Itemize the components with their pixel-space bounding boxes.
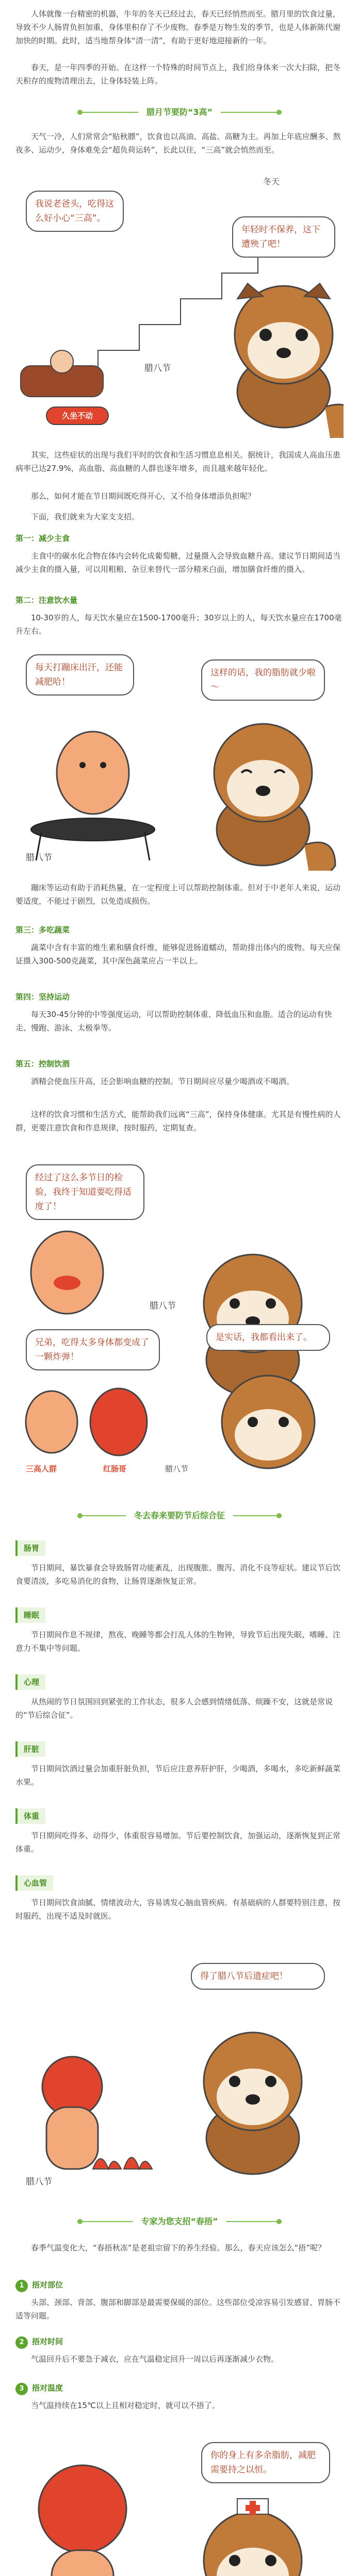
comic-illustration	[15, 644, 344, 871]
intro-paragraph: 春天，是一年四季的开始。在这样一个特殊的时间节点上，我们给身体来一次大扫除，把冬天积存的废物清理出去，让身体轻装上阵。	[15, 63, 341, 86]
speech-bubble: 每天打蹦床出汗，还能减肥哈！	[26, 654, 134, 696]
character-name-tag: 腊八节	[26, 853, 52, 863]
character-name-tag: 腊八节	[150, 1301, 176, 1311]
tip-text: 10-30岁的人，每天饮水量应在1500-1700毫升；30岁以上的人，每天饮水量应在1700毫升左右。	[15, 613, 342, 636]
tip-text: 蔬菜中含有丰富的维生素和膳食纤维，能够促进肠道蠕动，帮助排出体内的废物。每天应保证摄入300-500克蔬菜，其中深色蔬菜应占一半以上。	[15, 943, 341, 965]
body-paragraph: 从热闹的节日氛围回到紧张的工作状态，很多人会感到情绪低落、烦躁不安，这就是常说的“节后综合征”。	[15, 1697, 333, 1720]
speech-bubble: 你的身上有多余脂肪，减肥需要持之以恒。	[201, 2442, 330, 2483]
tip-title: 第四：坚持运动	[15, 992, 70, 1002]
tip-title: 第五：控制饮酒	[15, 1059, 70, 1069]
section-banner	[77, 101, 282, 124]
body-paragraph: 蹦床等运动有助于消耗热量，在一定程度上可以帮助控制体重。但对于中老年人来说，运动要适度，不能过于剧烈，以免造成损伤。	[15, 883, 341, 906]
body-paragraph: 其实，这些症状的出现与我们平时的饮食和生活习惯息息相关。据统计，我国成人高血压患病率已达27.9%，高血脂、高血糖的人群也逐年增多，而且越来越年轻化。	[15, 450, 341, 473]
step-label: 冬天	[263, 177, 280, 187]
tip-text: 酒精会使血压升高，还会影响血糖的控制。节日期间应尽量少喝酒或不喝酒。	[31, 1077, 295, 1086]
body-paragraph: 节日期间饮酒过量会加重肝脏负担，节后应注意养肝护肝，少喝酒，多喝水，多吃新鲜蔬菜水果。	[15, 1764, 341, 1787]
speech-bubble: 我说老爸头，吃得这么好小心“三高”。	[26, 191, 124, 232]
section-title: 专家为您支招“春捂”	[133, 2213, 226, 2230]
item-text: 当气温持续在15℃以上且相对稳定时，就可以不捂了。	[31, 2401, 220, 2410]
item-title: 3 捂对温度	[15, 2380, 63, 2396]
character-name-tag: 腊八节	[26, 2177, 52, 2187]
speech-bubble: 年轻时不保养，这下遭殃了吧！	[232, 216, 335, 258]
body-paragraph: 节日期间作息不规律，熬夜、晚睡等都会打乱人体的生物钟，导致节后出现失眠、嗜睡、注意力不集中等问题。	[15, 1630, 341, 1653]
topic-tag: 心血管	[15, 1875, 53, 1891]
body-paragraph: 春季气温变化大，“春捂秋冻”是老祖宗留下的养生经验。那么，春天应该怎么“捂”呢？	[31, 2243, 326, 2252]
character-label: 红肠哥	[103, 1464, 127, 1473]
topic-tag: 肠胃	[15, 1540, 45, 1556]
character-name-tag: 腊八节	[144, 363, 171, 374]
topic-tag: 心理	[15, 1674, 45, 1690]
body-paragraph: 节日期间饮食油腻、情绪波动大，容易诱发心脑血管疾病。有基础病的人群要特别注意，按时服药，出现不适及时就医。	[15, 1898, 341, 1921]
topic-tag: 睡眠	[15, 1607, 45, 1623]
character-label: 腊八节	[165, 1464, 189, 1473]
section-banner	[77, 2210, 282, 2233]
body-paragraph: 那么，如何才能在节日期间既吃得开心，又不给身体增添负担呢？	[31, 492, 256, 501]
body-paragraph: 这样的饮食习惯和生活方式，能帮助我们远离“三高”，保持身体健康。尤其是有慢性病的人群，更要注意饮食和作息规律，按时服药，定期复查。	[15, 1110, 341, 1132]
tip-title: 第二：注意饮水量	[15, 596, 78, 605]
sign-label: 久坐不动	[61, 411, 93, 420]
body-paragraph: 天气一冷，人们常常会“贴秋膘”，饮食也以高油、高盐、高糖为主。再加上年底应酬多、熬夜多、运动少，身体难免会“超负荷运转”，长此以往，“三高”就会悄然而至。	[15, 132, 341, 155]
item-title: 2 捂对时间	[15, 2334, 63, 2349]
tip-title: 第三：多吃蔬菜	[15, 925, 70, 935]
tip-text: 每天30-45分钟的中等强度运动，可以帮助控制体重、降低血压和血脂。适合的运动有快走、慢跑、游泳、太极拳等。	[15, 1010, 332, 1032]
item-text: 头部、颈部、背部、腹部和脚部是最需要保暖的部位。这些部位受凉容易引发感冒、胃肠不适等问题。	[15, 2298, 341, 2320]
speech-bubble: 这样的话，我的脂肪就少啦～	[201, 659, 325, 701]
section-title: 冬去春来要防节后综合征	[126, 1507, 233, 1524]
tip-text: 主食中的碳水化合物在体内会转化成葡萄糖，过量摄入会导致血糖升高。建议节日期间适当减少主食的摄入量，可以用粗粮、杂豆来替代一部分精米白面，增加膳食纤维的摄入。	[15, 551, 341, 574]
comic-illustration	[15, 170, 344, 438]
body-paragraph: 下面，我们就来为大家支支招。	[31, 512, 140, 521]
comic-illustration	[15, 1154, 344, 1484]
speech-bubble: 是实话，我都看出来了。	[206, 1324, 330, 1351]
section-title: 腊月节要防“3高”	[138, 104, 221, 121]
comic-illustration	[15, 2432, 344, 2576]
speech-bubble: 经过了这么多节日的检验，我终于知道要吃得适度了！	[26, 1164, 144, 1220]
speech-bubble: 得了腊八节后遗症吧！	[191, 1963, 325, 1990]
comic-illustration	[15, 1953, 344, 2190]
section-banner	[77, 1504, 282, 1527]
topic-tag: 体重	[15, 1808, 45, 1824]
body-paragraph: 节日期间吃得多、动得少，体重很容易增加。节后要控制饮食，加强运动，逐渐恢复到正常体重。	[15, 1831, 341, 1854]
tip-title: 第一：减少主食	[15, 534, 70, 543]
body-paragraph: 节日期间，暴饮暴食会导致肠胃功能紊乱，出现腹胀、腹泻、消化不良等症状。建议节后饮食要清淡，多吃易消化的食物，让肠胃逐渐恢复正常。	[15, 1563, 341, 1586]
topic-tag: 肝脏	[15, 1741, 45, 1757]
character-label: 三高人群	[26, 1464, 57, 1473]
item-title: 1 捂对部位	[15, 2277, 63, 2293]
speech-bubble: 兄弟，吃得太多身体都变成了一颗炸弹！	[26, 1329, 160, 1370]
item-text: 气温回升后不要急于减衣，应在气温稳定回升一周以后再逐渐减少衣物。	[31, 2354, 279, 2364]
intro-paragraph: 人体就像一台精密的机器，牛年的冬天已经过去，春天已经悄然而至。腊月里的饮食过量，导致不少人肠胃负担加重，身体里积存了不少废物。春季是万物生发的季节，也是人体新陈代谢加快的时期。此时，适当地帮身体“清一清”，有助于更好地迎接新的一年。	[15, 9, 341, 45]
